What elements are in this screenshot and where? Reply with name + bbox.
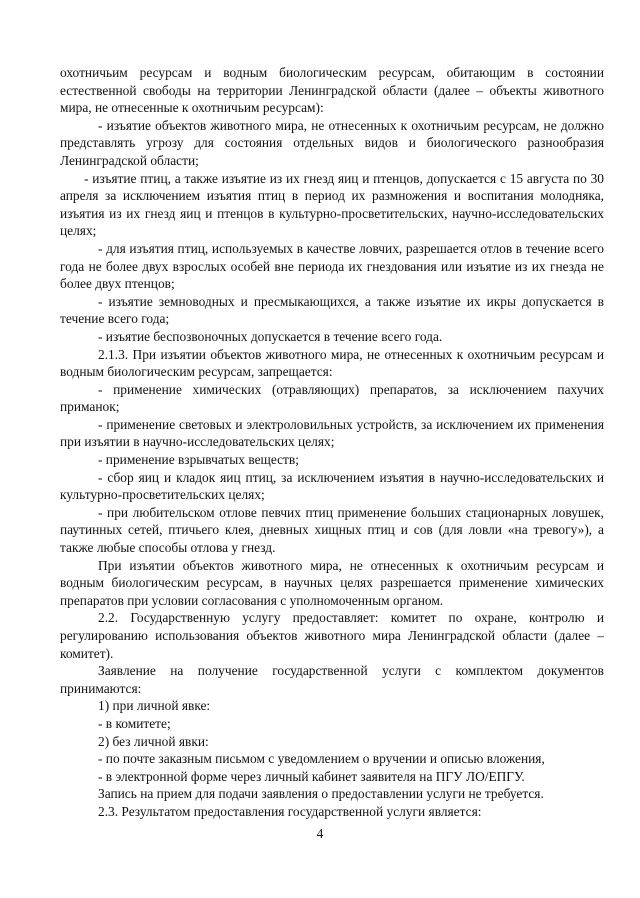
paragraph-2-1-3: 2.1.3. При изъятии объектов животного мира, не отнесенных к охотничьим ресурсам и водным биологическим ресурсам, запрещается:: [60, 346, 604, 380]
paragraph-rule-threat: - изъятие объектов животного мира, не отнесенных к охотничьим ресурсам, не должно представлять угрозу для состояния отдельных видов и биологического разнообразия Ленинградской области;: [60, 117, 604, 168]
paragraph-intro: охотничьим ресурсам и водным биологическим ресурсам, обитающим в состоянии естественной свободы на территории Ленинградской области (далее – объекты животного мира, не отнесенные к охотничьим ресурсам):: [60, 65, 604, 116]
paragraph-ban-light-devices: - применение световых и электроловильных устройств, за исключением их применения при изъятии в научно-исследовательских целях;: [60, 416, 604, 450]
paragraph-in-person: 1) при личной явке:: [98, 698, 211, 714]
paragraph-at-committee: - в комитете;: [98, 715, 171, 731]
paragraph-application: Заявление на получение государственной услуги с комплектом документов принимаются:: [60, 663, 604, 696]
paragraph-2-2: 2.2. Государственную услугу предоставляет: комитет по охране, контролю и регулированию использования объектов животного мира Ленинградской области (далее – комитет).: [60, 610, 604, 661]
page-number: 4: [316, 826, 324, 841]
paragraph-ban-explosives: - применение взрывчатых веществ;: [98, 452, 299, 468]
document-body: [60, 64, 604, 821]
paragraph-2-3: 2.3. Результатом предоставления государственной услуги является:: [98, 803, 482, 819]
paragraph-ban-chemicals: - применение химических (отравляющих) препаратов, за исключением пахучих приманок;: [60, 381, 604, 415]
paragraph-rule-amphibians: - изъятие земноводных и пресмыкающихся, а также изъятие их икры допускается в течение всего года;: [60, 293, 604, 327]
paragraph-ban-songbird-traps: - при любительском отлове певчих птиц применение больших стационарных ловушек, паутинных сетей, птичьего клея, дневных хищных птиц и сов (для ловли «на тревогу»), а также любые способы отлова у гнезд.: [60, 504, 604, 556]
paragraph-remote: 2) без личной явки:: [98, 733, 209, 749]
paragraph-electronic: - в электронной форме через личный кабинет заявителя на ПГУ ЛО/ЕПГУ.: [98, 768, 525, 784]
paragraph-rule-hunting-birds: - для изъятия птиц, используемых в качестве ловчих, разрешается отлов в течение всего года не более двух взрослых особей вне периода их гнездования или изъятие из их гнезда не более двух птенцов;: [60, 240, 604, 292]
paragraph-rule-invertebrates: - изъятие беспозвоночных допускается в течение всего года.: [98, 328, 443, 344]
paragraph-rule-birds: - изъятие птиц, а также изъятие из их гнезд яиц и птенцов, допускается с 15 августа по 30 апреля за исключением изъятия птиц в период их размножения и воспитания молодняка, изъятия из их гнезд яиц и птенцов в культурно-просветительских, научно-исследовательских целях;: [60, 170, 604, 239]
paragraph-no-appointment: Запись на прием для подачи заявления о предоставлении услуги не требуется.: [98, 786, 544, 802]
paragraph-scientific-chemicals: При изъятии объектов животного мира, не отнесенных к охотничьим ресурсам и водным биологическим ресурсам, в научных целях разрешается применение химических препаратов при условии согласования с уполномоченным органом.: [60, 557, 604, 608]
paragraph-ban-eggs: - сбор яиц и кладок яиц птиц, за исключением изъятия в научно-исследовательских и культурно-просветительских целях;: [60, 469, 604, 503]
paragraph-by-mail: - по почте заказным письмом с уведомлением о вручении и описью вложения,: [98, 751, 545, 767]
